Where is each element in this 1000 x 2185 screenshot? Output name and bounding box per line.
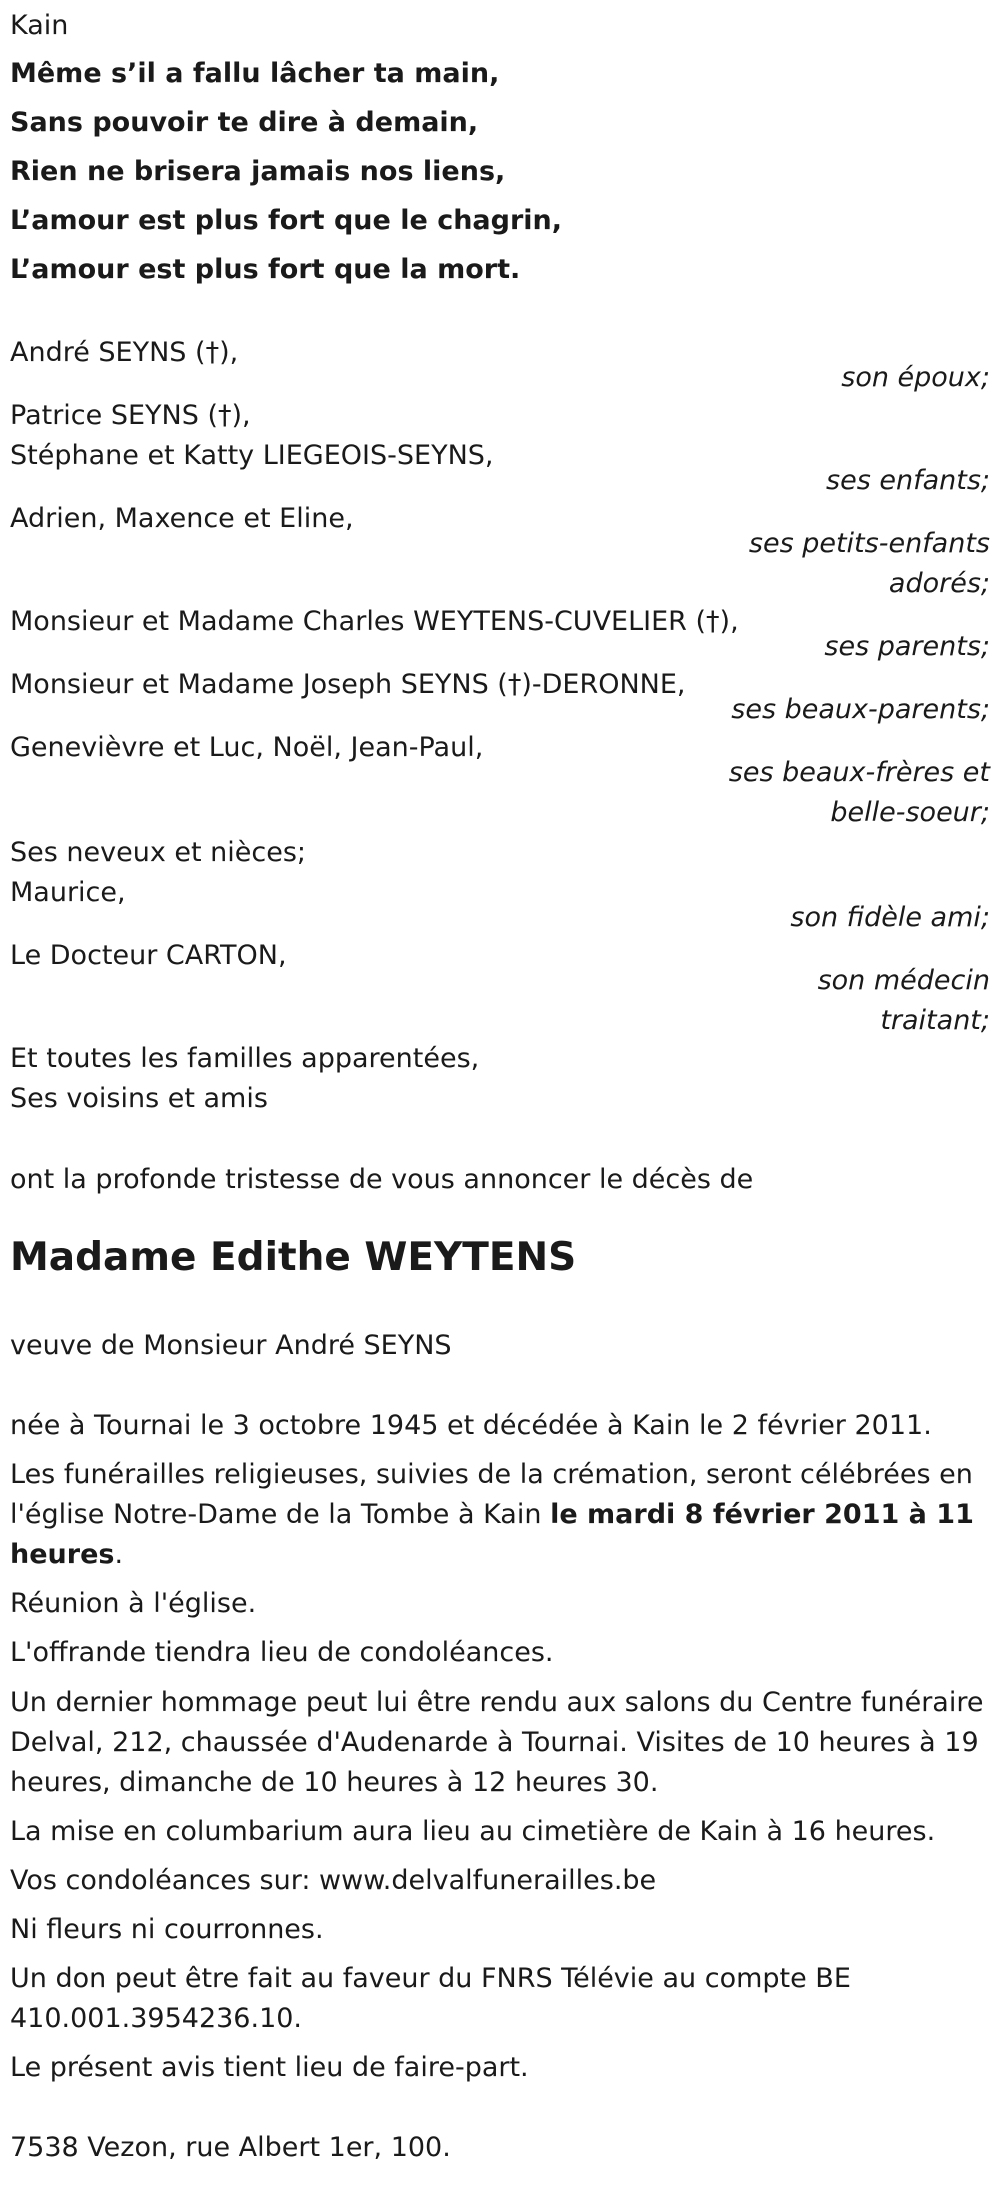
address-line: 7538 Vezon, rue Albert 1er, 100.: [10, 2132, 451, 2163]
family-name: Stéphane et Katty LIEGEOIS-SEYNS,: [10, 440, 494, 471]
family-role: son médecin: [817, 965, 990, 996]
hommage-paragraph: Un dernier hommage peut lui être rendu aux salons du Centre funéraire Delval, 212, chaussée d'Audenarde à Tournai. Visites de 10 heures à 19 heures, dimanche de 10 heures à 12 heures 30.: [10, 1687, 984, 1798]
family-role: son fidèle ami;: [790, 902, 990, 933]
family-name: Monsieur et Madame Charles WEYTENS-CUVELIER (†),: [10, 606, 739, 637]
family-name: Ses voisins et amis: [10, 1083, 268, 1114]
family-role: son époux;: [841, 362, 990, 393]
family-name: Adrien, Maxence et Eline,: [10, 503, 354, 534]
poem-line-1: Même s’il a fallu lâcher ta main,: [10, 58, 500, 89]
birth-death-line: née à Tournai le 3 octobre 1945 et décédée à Kain le 2 février 2011.: [10, 1410, 932, 1441]
family-name: Monsieur et Madame Joseph SEYNS (†)-DERONNE,: [10, 669, 686, 700]
family-role: ses petits-enfants: [748, 528, 990, 559]
funeral-text: Les funérailles religieuses, suivies de la crémation, seront célébrées en l'église Notre-Dame de la Tombe à Kain: [10, 1459, 973, 1530]
meeting-line: Réunion à l'église.: [10, 1588, 257, 1619]
notice-line: Le présent avis tient lieu de faire-part.: [10, 2052, 529, 2083]
family-name: Maurice,: [10, 877, 126, 908]
funeral-end: .: [114, 1539, 124, 1570]
family-name: Et toutes les familles apparentées,: [10, 1043, 480, 1074]
poem-line-2: Sans pouvoir te dire à demain,: [10, 107, 479, 138]
flowers-line: Ni fleurs ni courronnes.: [10, 1914, 324, 1945]
place: Kain: [10, 10, 69, 41]
family-name: André SEYNS (†),: [10, 337, 239, 368]
offering-line: L'offrande tiendra lieu de condoléances.: [10, 1637, 554, 1668]
funeral-date: le mardi 8 février 2011 à 11 heures: [10, 1499, 974, 1570]
family-role: ses beaux-parents;: [731, 694, 990, 725]
family-name: Le Docteur CARTON,: [10, 940, 287, 971]
family-role: ses beaux-frères et: [728, 757, 990, 788]
family-name: Patrice SEYNS (†),: [10, 400, 251, 431]
deceased-name: Madame Edithe WEYTENS: [10, 1235, 577, 1280]
widow-line: veuve de Monsieur André SEYNS: [10, 1330, 452, 1361]
poem-line-5: L’amour est plus fort que la mort.: [10, 254, 521, 285]
family-role: ses enfants;: [826, 465, 990, 496]
family-role: traitant;: [880, 1005, 990, 1036]
columbarium-line: La mise en columbarium aura lieu au cimetière de Kain à 16 heures.: [10, 1816, 936, 1847]
funeral-paragraph: [10, 1455, 995, 1575]
family-name: Genevièvre et Luc, Noël, Jean-Paul,: [10, 732, 484, 763]
announcement: ont la profonde tristesse de vous annoncer le décès de: [10, 1164, 754, 1195]
family-role: adorés;: [888, 568, 990, 599]
condolences-line: Vos condoléances sur: www.delvalfunerailles.be: [10, 1865, 657, 1896]
poem-line-4: L’amour est plus fort que le chagrin,: [10, 205, 563, 236]
family-role: ses parents;: [824, 631, 990, 662]
donation-paragraph: Un don peut être fait au faveur du FNRS Télévie au compte BE 410.001.3954236.10.: [10, 1963, 851, 2034]
family-role: belle-soeur;: [830, 797, 990, 828]
family-name: Ses neveux et nièces;: [10, 837, 307, 868]
poem-line-3: Rien ne brisera jamais nos liens,: [10, 156, 506, 187]
